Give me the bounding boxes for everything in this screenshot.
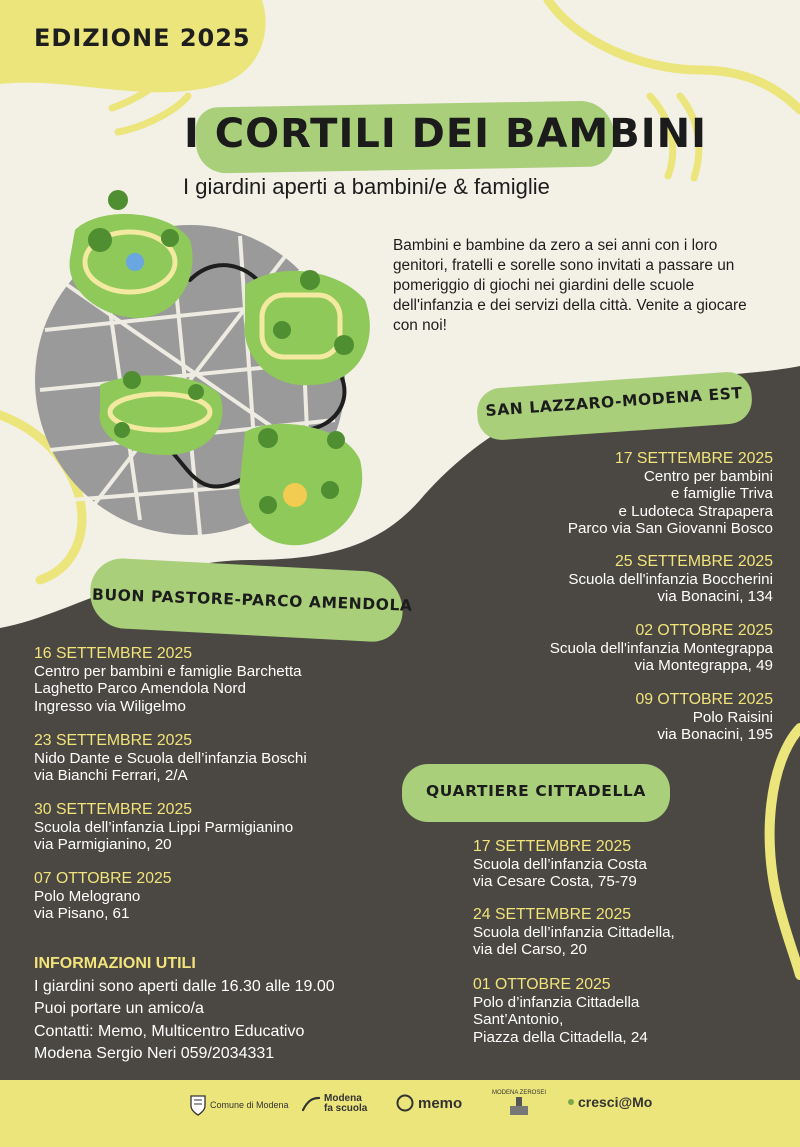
event-date: 17 SETTEMBRE 2025: [614, 450, 773, 467]
event-qc-1: [473, 838, 647, 891]
page-subtitle: I giardini aperti a bambini/e & famiglie: [183, 174, 550, 199]
event-line: via Pisano, 61: [34, 905, 130, 923]
event-line: Centro per bambini: [643, 467, 773, 485]
info-block: [34, 953, 335, 1066]
info-line: Puoi portare un amico/a: [34, 1000, 204, 1017]
event-date: 07 OTTOBRE 2025: [34, 870, 172, 887]
event-date: 16 SETTEMBRE 2025: [34, 645, 193, 662]
event-line: Polo Melograno: [34, 887, 141, 905]
logo-text: memo: [418, 1094, 463, 1112]
city-map-illustration: [35, 190, 370, 545]
event-line: Centro per bambini e famiglie Barchetta: [34, 662, 302, 680]
logo-text: cresci@Mo: [578, 1094, 653, 1110]
event-line: via Parmigianino, 20: [34, 836, 172, 854]
tower-icon: [507, 1096, 531, 1116]
event-line: Parco via San Giovanni Bosco: [567, 520, 773, 538]
edition-label: EDIZIONE 2025: [34, 24, 251, 52]
event-line: Nido Dante e Scuola dell’infanzia Boschi: [34, 749, 307, 767]
event-line: Scuola dell’infanzia Costa: [473, 855, 647, 873]
crest-icon: [190, 1094, 206, 1116]
logo-memo: [396, 1094, 462, 1112]
logo-text: Modena fa scuola: [324, 1093, 368, 1114]
event-line: Ingresso via Wiligelmo: [34, 697, 186, 715]
event-bp-4: [34, 870, 172, 923]
event-line: via Bonacini, 195: [657, 726, 773, 744]
event-sl-4: [635, 691, 773, 744]
intro-text: Bambini e bambine da zero a sei anni con i loro genitori, fratelli e sorelle sono invitati a passare un pomeriggio di giochi nei giardini delle scuole dell'infanzia e dei servizi della città. Venite a giocare con noi!: [393, 237, 747, 334]
event-line: Scuola dell'infanzia Boccherini: [568, 570, 773, 588]
san-lazzaro-label: SAN LAZZARO-MODENA EST: [484, 384, 744, 420]
event-line: Polo Raisini: [692, 708, 773, 726]
event-line: Scuola dell'infanzia Montegrappa: [549, 639, 773, 657]
event-date: 17 SETTEMBRE 2025: [473, 838, 632, 855]
logo-comune-di-modena: [190, 1094, 289, 1116]
event-date: 02 OTTOBRE 2025: [635, 622, 773, 639]
event-date: 25 SETTEMBRE 2025: [614, 553, 773, 570]
event-line: via Montegrappa, 49: [634, 657, 773, 675]
event-line: via Cesare Costa, 75-79: [473, 873, 637, 891]
event-sl-2: [568, 553, 773, 606]
cittadella-label: QUARTIERE CITTADELLA: [425, 782, 646, 800]
page-title: I CORTILI DEI BAMBINI: [184, 111, 707, 157]
event-line: Laghetto Parco Amendola Nord: [34, 680, 246, 698]
event-date: 30 SETTEMBRE 2025: [34, 801, 193, 818]
event-line: e famiglie Triva: [670, 485, 773, 503]
event-sl-3: [550, 622, 773, 675]
event-line: Scuola dell’infanzia Lippi Parmigianino: [34, 818, 294, 836]
event-line: via Bonacini, 134: [657, 588, 773, 606]
event-date: 01 OTTOBRE 2025: [473, 976, 611, 993]
event-date: 23 SETTEMBRE 2025: [34, 732, 193, 749]
event-qc-3: [473, 976, 648, 1046]
event-bp-2: [34, 732, 307, 785]
crescimo-icon: [568, 1099, 574, 1105]
info-line: I giardini sono aperti dalle 16.30 alle 19.00: [34, 977, 335, 995]
footer-bar: [0, 1080, 800, 1147]
logo-text: Comune di Modena: [210, 1100, 289, 1110]
event-line: Sant’Antonio,: [473, 1011, 564, 1029]
event-line: via Bianchi Ferrari, 2/A: [34, 767, 188, 785]
info-line: Modena Sergio Neri 059/2034331: [34, 1045, 275, 1062]
memo-icon: [396, 1094, 414, 1112]
logo-modena-zerosei: [492, 1090, 546, 1116]
event-date: 09 OTTOBRE 2025: [635, 691, 773, 708]
logo-text: MODENA ZEROSEI: [492, 1090, 547, 1096]
event-line: Polo d’infanzia Cittadella: [473, 993, 640, 1011]
buon-pastore-label: BUON PASTORE-PARCO AMENDOLA: [91, 585, 413, 615]
event-date: 24 SETTEMBRE 2025: [473, 906, 632, 923]
info-line: Contatti: Memo, Multicentro Educativo: [34, 1022, 305, 1040]
event-qc-2: [473, 906, 675, 959]
event-line: Scuola dell’infanzia Cittadella,: [473, 923, 675, 941]
event-sl-1: [568, 450, 773, 538]
event-line: Piazza della Cittadella, 24: [473, 1028, 648, 1046]
info-heading: INFORMAZIONI UTILI: [34, 955, 196, 972]
event-line: e Ludoteca Strapapera: [618, 502, 773, 520]
event-line: via del Carso, 20: [473, 941, 587, 959]
event-bp-3: [34, 801, 293, 854]
event-bp-1: [34, 645, 302, 715]
logo-crescimo: [568, 1094, 652, 1110]
logo-modena-fa-scuola: [302, 1094, 368, 1114]
swoosh-icon: [302, 1096, 320, 1112]
